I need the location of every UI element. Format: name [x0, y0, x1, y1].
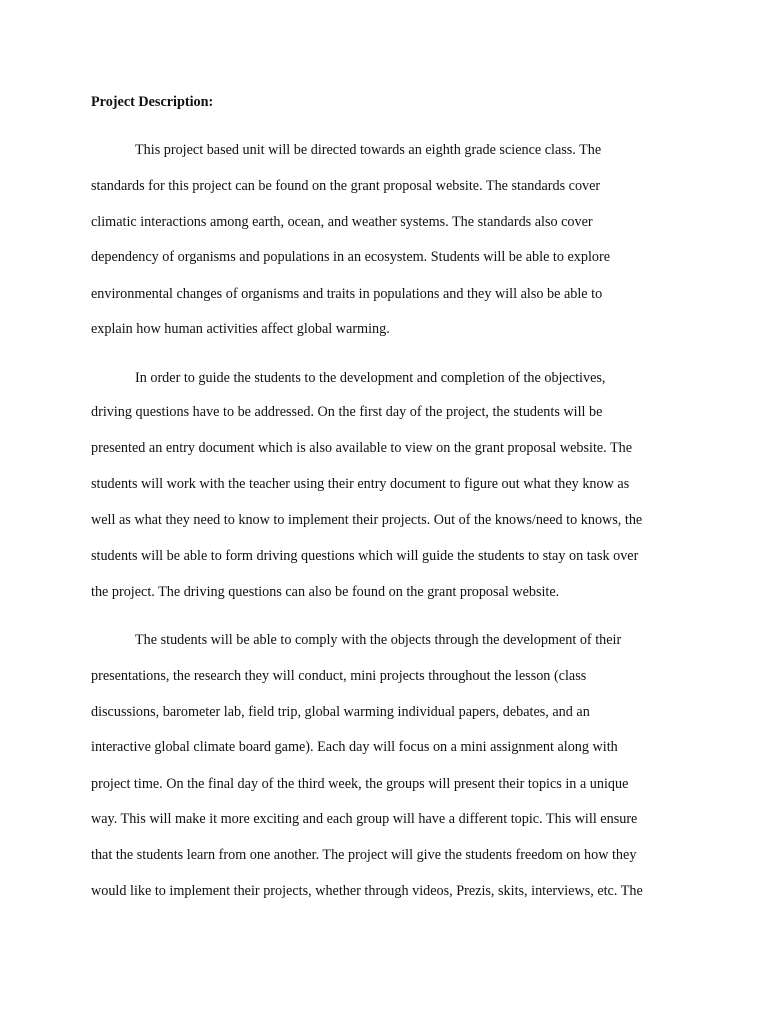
paragraph-3-line-3: discussions, barometer lab, field trip, global warming individual papers, debates, and an: [91, 704, 590, 720]
document-heading: Project Description:: [91, 94, 214, 110]
paragraph-3-line-4: interactive global climate board game). Each day will focus on a mini assignment along with: [91, 739, 618, 755]
paragraph-2-line-4: students will work with the teacher using their entry document to figure out what they know as: [91, 476, 630, 492]
paragraph-1-line-3: climatic interactions among earth, ocean, and weather systems. The standards also cover: [91, 214, 593, 230]
paragraph-1-line-1: This project based unit will be directed towards an eighth grade science class. The: [135, 142, 602, 158]
paragraph-3-line-1: The students will be able to comply with the objects through the development of their: [135, 632, 622, 648]
paragraph-2-line-6: students will be able to form driving questions which will guide the students to stay on task over: [91, 548, 639, 564]
paragraph-3-line-5: project time. On the final day of the third week, the groups will present their topics in a unique: [91, 776, 629, 792]
paragraph-3-line-2: presentations, the research they will conduct, mini projects throughout the lesson (class: [91, 668, 587, 684]
paragraph-1-line-4: dependency of organisms and populations in an ecosystem. Students will be able to explore: [91, 249, 611, 265]
paragraph-3-line-7: that the students learn from one another. The project will give the students freedom on how they: [91, 847, 637, 863]
paragraph-2-line-1: In order to guide the students to the development and completion of the objectives,: [135, 370, 606, 386]
paragraph-2-line-5: well as what they need to know to implement their projects. Out of the knows/need to knows, the: [91, 512, 643, 528]
paragraph-2-line-7: the project. The driving questions can also be found on the grant proposal website.: [91, 584, 560, 600]
paragraph-3-line-8: would like to implement their projects, whether through videos, Prezis, skits, interviews, etc. The: [91, 883, 643, 899]
paragraph-1-line-2: standards for this project can be found on the grant proposal website. The standards cover: [91, 178, 601, 194]
paragraph-1-line-5: environmental changes of organisms and traits in populations and they will also be able to: [91, 286, 603, 302]
paragraph-2-line-2: driving questions have to be addressed. On the first day of the project, the students will be: [91, 404, 603, 420]
paragraph-3-line-6: way. This will make it more exciting and each group will have a different topic. This will ensure: [91, 811, 638, 827]
paragraph-1-line-6: explain how human activities affect global warming.: [91, 321, 390, 337]
paragraph-2-line-3: presented an entry document which is also available to view on the grant proposal website. The: [91, 440, 633, 456]
